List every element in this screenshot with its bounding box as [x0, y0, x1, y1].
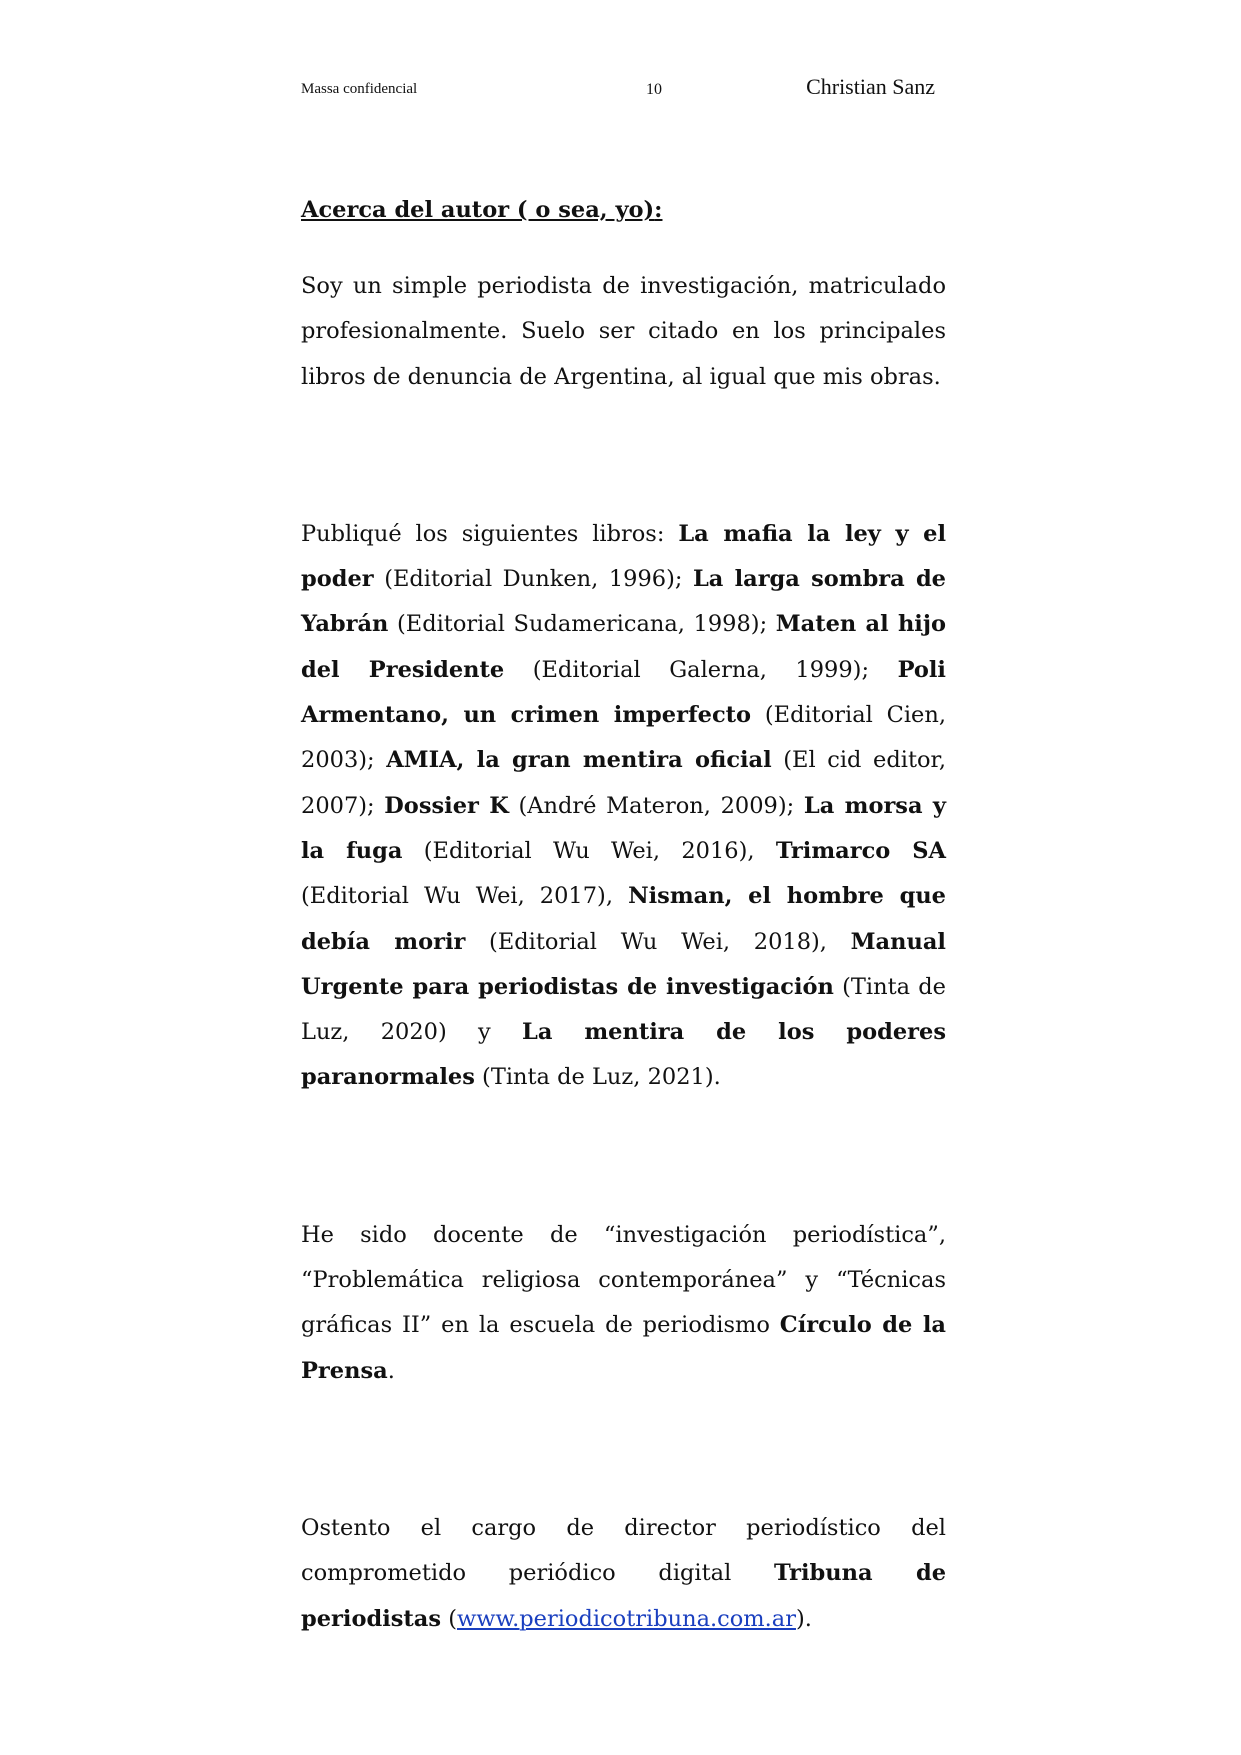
book-title-9: Nisman, el hombre que debía morir — [301, 883, 946, 955]
section-heading-text: Acerca del autor ( o sea, yo) — [301, 197, 655, 223]
book-info-7: (Editorial Wu Wei, 2016), — [402, 837, 776, 864]
book-title-10: Manual Urgente para periodistas de investigación — [301, 928, 946, 1000]
book-info-1: (Editorial Dunken, 1996); — [373, 566, 693, 593]
book-info-5: (El cid editor, 2007); — [301, 747, 946, 819]
book-title-2: La larga sombra de Yabrán — [301, 566, 946, 638]
page-header — [301, 74, 944, 104]
teaching-text: He sido docente de “investigación periodística”, “Problemática religiosa contemporánea” y “Técnicas gráficas II” en la escuela de periodismo — [301, 1221, 946, 1339]
book-title-6: Dossier K — [384, 792, 509, 819]
url-open-paren: ( — [441, 1605, 457, 1632]
book-title-7: La morsa y la fuga — [301, 792, 946, 864]
school-name: Círculo de la Prensa — [301, 1312, 947, 1384]
book-info-9: (Editorial Wu Wei, 2018), — [465, 928, 851, 955]
book-info-10: (Tinta de Luz, 2020) y — [301, 973, 946, 1046]
book-title-8: Trimarco SA — [775, 837, 946, 864]
paragraph-teaching — [301, 1213, 946, 1394]
book-info-8: (Editorial Wu Wei, 2017), — [301, 883, 629, 910]
section-heading-colon: : — [654, 197, 663, 223]
book-info-2: (Editorial Sudamericana, 1998); — [388, 611, 776, 638]
section-heading — [301, 190, 946, 230]
page-number: 10 — [646, 81, 662, 98]
url-close-paren: ). — [795, 1605, 812, 1632]
book-info-11: (Tinta de Luz, 2021). — [474, 1064, 721, 1091]
book-title-11: La mentira de los poderes paranormales — [301, 1019, 946, 1091]
director-text: Ostento el cargo de director periodístico del comprometido periódico digital — [301, 1514, 946, 1587]
page-body — [301, 190, 946, 1642]
book-info-3: (Editorial Galerna, 1999); — [504, 656, 898, 683]
paragraph-intro: Soy un simple periodista de investigación, matriculado profesionalmente. Suelo ser citado en los principales libros de denuncia de Argentina, al igual que mis obras. — [301, 273, 946, 390]
book-title-5: AMIA, la gran mentira oficial — [386, 747, 772, 774]
book-title-4: Poli Armentano, un crimen imperfecto — [301, 656, 946, 729]
paragraph-director — [301, 1506, 946, 1642]
outlet-url-link[interactable]: www.periodicotribuna.com.ar — [456, 1605, 796, 1632]
teaching-end: . — [387, 1357, 395, 1384]
header-book-title: Massa confidencial — [301, 81, 418, 97]
books-intro: Publiqué los siguientes libros: — [301, 520, 679, 547]
book-title-3: Maten al hijo del Presidente — [301, 611, 946, 683]
paragraph-books — [301, 512, 946, 1101]
outlet-name: Tribuna de periodistas — [301, 1560, 947, 1632]
book-info-4: (Editorial Cien, 2003); — [301, 702, 946, 774]
book-title-1: La mafia la ley y el poder — [301, 520, 946, 593]
header-author: Christian Sanz — [806, 74, 935, 99]
book-info-6: (André Materon, 2009); — [508, 792, 804, 819]
